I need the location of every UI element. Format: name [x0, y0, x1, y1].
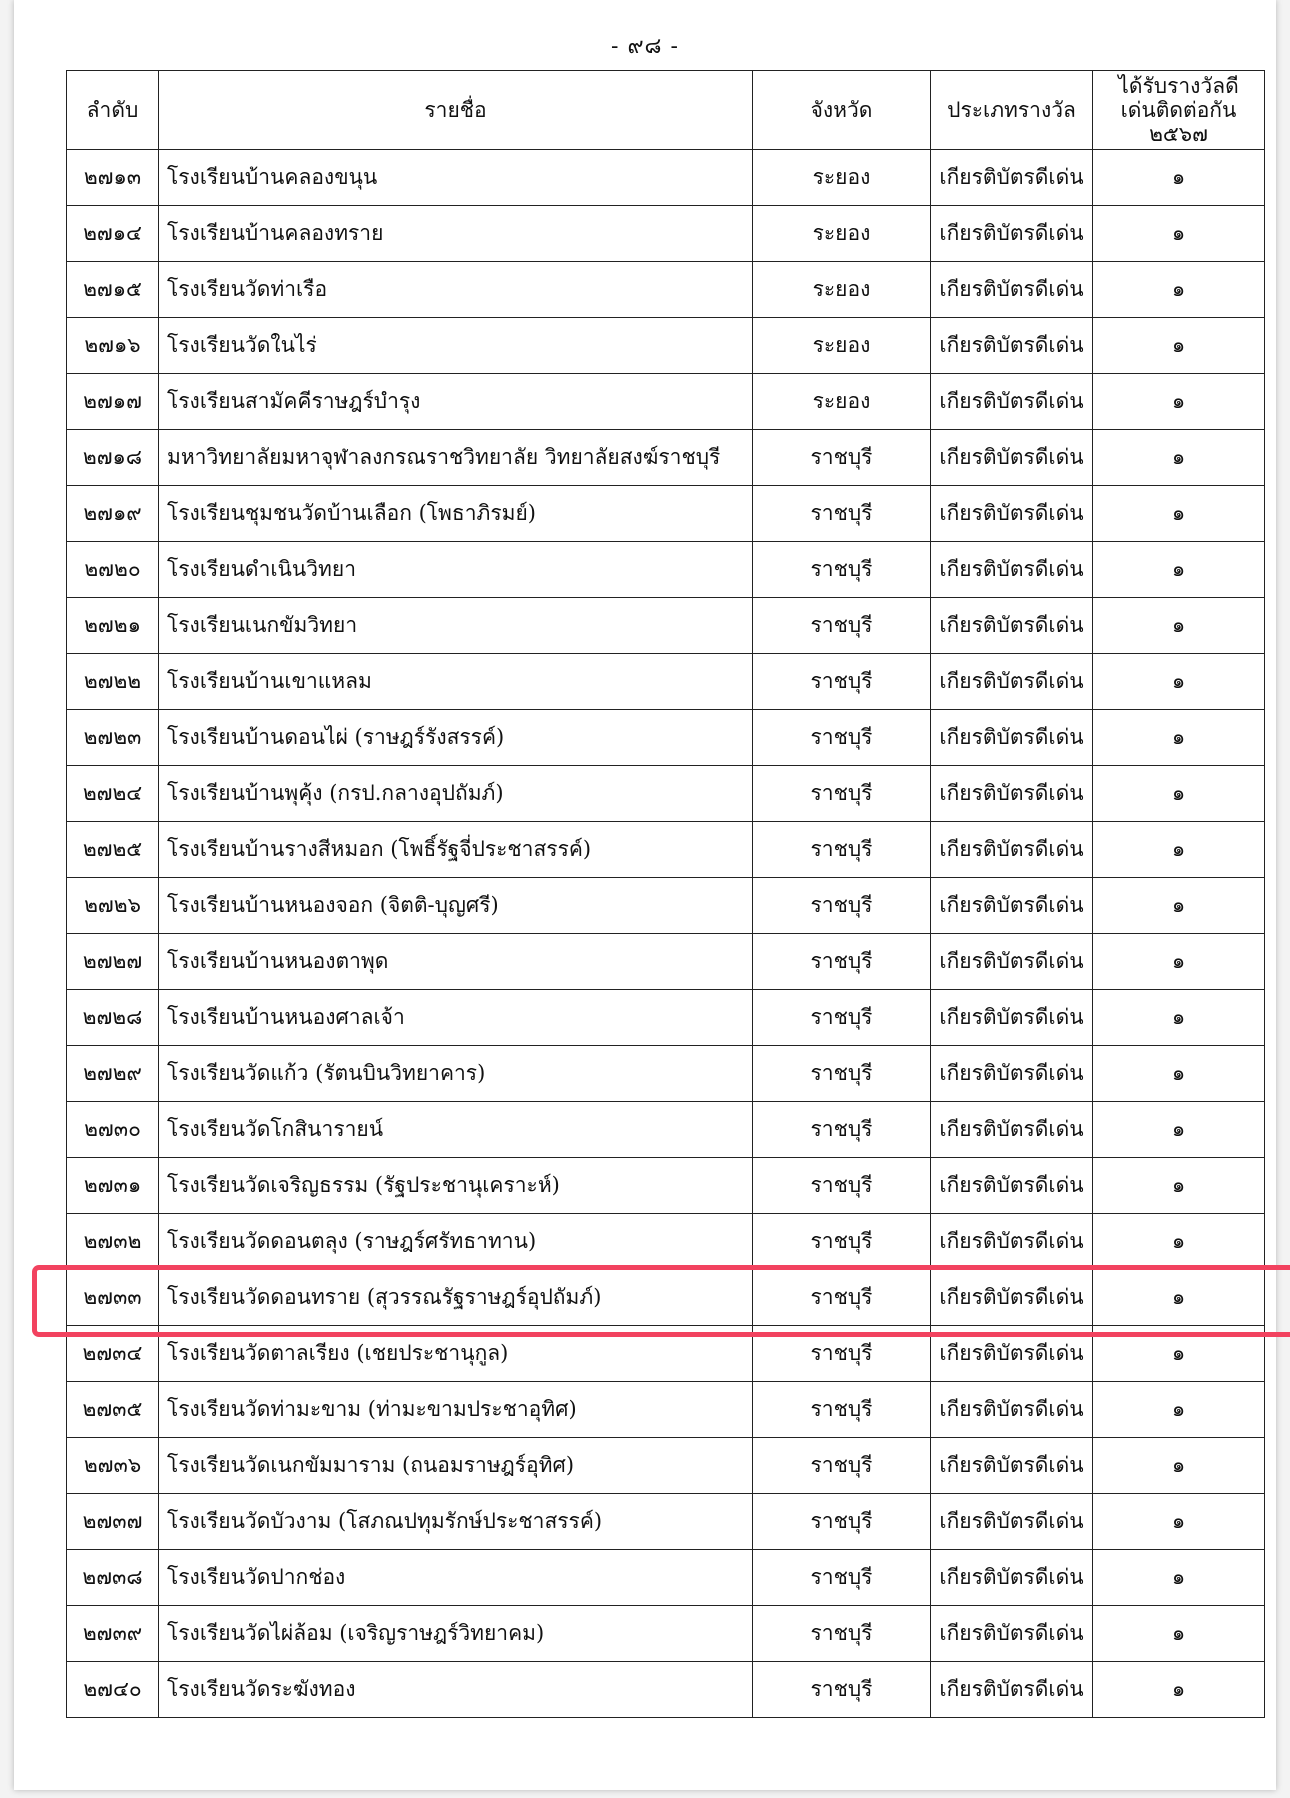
row-province: ระยอง: [753, 318, 931, 374]
row-count: ๑: [1093, 878, 1265, 934]
row-name: โรงเรียนวัดบัวงาม (โสภณปทุมรักษ์ประชาสรรค์): [159, 1494, 753, 1550]
row-province: ระยอง: [753, 150, 931, 206]
row-name: โรงเรียนวัดเจริญธรรม (รัฐประชานุเคราะห์): [159, 1158, 753, 1214]
row-province: ราชบุรี: [753, 878, 931, 934]
row-province: ราชบุรี: [753, 1494, 931, 1550]
row-count: ๑: [1093, 542, 1265, 598]
row-award: เกียรติบัตรดีเด่น: [931, 710, 1093, 766]
row-province: ราชบุรี: [753, 1550, 931, 1606]
table-row: [67, 430, 1265, 486]
row-name: โรงเรียนบ้านรางสีหมอก (โพธิ์รัฐจี่ประชาสรรค์): [159, 822, 753, 878]
row-name: โรงเรียนชุมชนวัดบ้านเลือก (โพธาภิรมย์): [159, 486, 753, 542]
row-award: เกียรติบัตรดีเด่น: [931, 1158, 1093, 1214]
row-index: ๒๗๒๘: [67, 990, 159, 1046]
row-count: ๑: [1093, 1270, 1265, 1326]
row-index: ๒๗๒๖: [67, 878, 159, 934]
row-award: เกียรติบัตรดีเด่น: [931, 1270, 1093, 1326]
table-row: [67, 486, 1265, 542]
row-province: ระยอง: [753, 206, 931, 262]
row-count: ๑: [1093, 1382, 1265, 1438]
row-count: ๑: [1093, 990, 1265, 1046]
row-name: โรงเรียนบ้านพุคุ้ง (กรป.กลางอุปถัมภ์): [159, 766, 753, 822]
row-award: เกียรติบัตรดีเด่น: [931, 374, 1093, 430]
table-row: [67, 262, 1265, 318]
table-row: [67, 1606, 1265, 1662]
row-count: ๑: [1093, 654, 1265, 710]
table-row: [67, 1214, 1265, 1270]
row-province: ราชบุรี: [753, 710, 931, 766]
row-award: เกียรติบัตรดีเด่น: [931, 430, 1093, 486]
row-index: ๒๗๓๕: [67, 1382, 159, 1438]
row-index: ๒๗๒๙: [67, 1046, 159, 1102]
row-index: ๒๗๒๐: [67, 542, 159, 598]
row-award: เกียรติบัตรดีเด่น: [931, 1102, 1093, 1158]
row-province: ราชบุรี: [753, 822, 931, 878]
row-index: ๒๗๒๗: [67, 934, 159, 990]
table-row: [67, 1438, 1265, 1494]
row-province: ราชบุรี: [753, 654, 931, 710]
table-row: [67, 542, 1265, 598]
row-award: เกียรติบัตรดีเด่น: [931, 262, 1093, 318]
table-row: [67, 1326, 1265, 1382]
row-province: ราชบุรี: [753, 430, 931, 486]
table-row: [67, 1550, 1265, 1606]
header-consecutive: ได้รับรางวัลดีเด่นติดต่อกัน ๒๕๖๗: [1093, 71, 1265, 150]
row-name: โรงเรียนดำเนินวิทยา: [159, 542, 753, 598]
row-count: ๑: [1093, 206, 1265, 262]
row-name: โรงเรียนวัดในไร่: [159, 318, 753, 374]
row-count: ๑: [1093, 430, 1265, 486]
row-index: ๒๗๑๗: [67, 374, 159, 430]
row-name: โรงเรียนบ้านคลองทราย: [159, 206, 753, 262]
row-award: เกียรติบัตรดีเด่น: [931, 1326, 1093, 1382]
row-name: โรงเรียนวัดเนกขัมมาราม (ถนอมราษฎร์อุทิศ): [159, 1438, 753, 1494]
row-count: ๑: [1093, 1606, 1265, 1662]
row-award: เกียรติบัตรดีเด่น: [931, 822, 1093, 878]
row-count: ๑: [1093, 150, 1265, 206]
table-row: [67, 822, 1265, 878]
row-province: ราชบุรี: [753, 1046, 931, 1102]
row-name: โรงเรียนบ้านหนองตาพุด: [159, 934, 753, 990]
row-index: ๒๗๓๘: [67, 1550, 159, 1606]
row-award: เกียรติบัตรดีเด่น: [931, 654, 1093, 710]
row-index: ๒๗๓๒: [67, 1214, 159, 1270]
table-row: [67, 1102, 1265, 1158]
row-name: โรงเรียนวัดแก้ว (รัตนบินวิทยาคาร): [159, 1046, 753, 1102]
row-name: โรงเรียนวัดปากช่อง: [159, 1550, 753, 1606]
row-province: ราชบุรี: [753, 1662, 931, 1718]
row-province: ราชบุรี: [753, 542, 931, 598]
row-name: โรงเรียนวัดตาลเรียง (เชยประชานุกูล): [159, 1326, 753, 1382]
row-index: ๒๗๓๖: [67, 1438, 159, 1494]
row-award: เกียรติบัตรดีเด่น: [931, 150, 1093, 206]
row-award: เกียรติบัตรดีเด่น: [931, 1214, 1093, 1270]
row-index: ๒๗๑๕: [67, 262, 159, 318]
row-index: ๒๗๑๘: [67, 430, 159, 486]
row-count: ๑: [1093, 822, 1265, 878]
table-row: [67, 150, 1265, 206]
row-name: โรงเรียนวัดท่ามะขาม (ท่ามะขามประชาอุทิศ): [159, 1382, 753, 1438]
row-name: โรงเรียนบ้านหนองจอก (จิตติ-บุญศรี): [159, 878, 753, 934]
row-name: โรงเรียนบ้านคลองขนุน: [159, 150, 753, 206]
table-row: [67, 1662, 1265, 1718]
row-province: ราชบุรี: [753, 766, 931, 822]
row-count: ๑: [1093, 710, 1265, 766]
row-province: ราชบุรี: [753, 486, 931, 542]
row-province: ราชบุรี: [753, 1270, 931, 1326]
row-province: ระยอง: [753, 262, 931, 318]
row-award: เกียรติบัตรดีเด่น: [931, 1606, 1093, 1662]
row-count: ๑: [1093, 598, 1265, 654]
row-count: ๑: [1093, 262, 1265, 318]
row-index: ๒๗๑๔: [67, 206, 159, 262]
row-province: ราชบุรี: [753, 1326, 931, 1382]
row-name: โรงเรียนบ้านหนองศาลเจ้า: [159, 990, 753, 1046]
row-province: ราชบุรี: [753, 1158, 931, 1214]
row-index: ๒๗๒๓: [67, 710, 159, 766]
row-count: ๑: [1093, 1326, 1265, 1382]
row-award: เกียรติบัตรดีเด่น: [931, 1438, 1093, 1494]
table-body: [67, 150, 1265, 1718]
row-index: ๒๗๓๑: [67, 1158, 159, 1214]
row-province: ราชบุรี: [753, 1102, 931, 1158]
table-row: [67, 318, 1265, 374]
row-name: โรงเรียนวัดไผ่ล้อม (เจริญราษฎร์วิทยาคม): [159, 1606, 753, 1662]
row-count: ๑: [1093, 1102, 1265, 1158]
row-index: ๒๗๒๒: [67, 654, 159, 710]
row-name: โรงเรียนวัดระฆังทอง: [159, 1662, 753, 1718]
row-award: เกียรติบัตรดีเด่น: [931, 1662, 1093, 1718]
row-index: ๒๗๓๙: [67, 1606, 159, 1662]
row-award: เกียรติบัตรดีเด่น: [931, 206, 1093, 262]
row-count: ๑: [1093, 318, 1265, 374]
header-award-type: ประเภทรางวัล: [931, 71, 1093, 150]
row-index: ๒๗๑๖: [67, 318, 159, 374]
row-province: ระยอง: [753, 374, 931, 430]
row-province: ราชบุรี: [753, 1438, 931, 1494]
row-index: ๒๗๓๗: [67, 1494, 159, 1550]
table-row: [67, 1158, 1265, 1214]
table-row: [67, 990, 1265, 1046]
row-count: ๑: [1093, 1046, 1265, 1102]
row-province: ราชบุรี: [753, 598, 931, 654]
table-header-row: [67, 71, 1265, 150]
row-name: โรงเรียนบ้านดอนไผ่ (ราษฎร์รังสรรค์): [159, 710, 753, 766]
header-name: รายชื่อ: [159, 71, 753, 150]
row-province: ราชบุรี: [753, 1214, 931, 1270]
row-count: ๑: [1093, 1662, 1265, 1718]
row-index: ๒๗๒๔: [67, 766, 159, 822]
row-count: ๑: [1093, 1550, 1265, 1606]
table-row: [67, 206, 1265, 262]
document-page: [14, 0, 1276, 1790]
row-award: เกียรติบัตรดีเด่น: [931, 318, 1093, 374]
row-index: ๒๗๑๙: [67, 486, 159, 542]
row-count: ๑: [1093, 766, 1265, 822]
row-province: ราชบุรี: [753, 1382, 931, 1438]
row-name: โรงเรียนวัดดอนตลุง (ราษฎร์ศรัทธาทาน): [159, 1214, 753, 1270]
row-province: ราชบุรี: [753, 934, 931, 990]
row-count: ๑: [1093, 374, 1265, 430]
row-index: ๒๗๔๐: [67, 1662, 159, 1718]
table-row: [67, 374, 1265, 430]
row-name: โรงเรียนวัดโกสินารายน์: [159, 1102, 753, 1158]
row-index: ๒๗๓๐: [67, 1102, 159, 1158]
row-name: โรงเรียนสามัคคีราษฎร์บำรุง: [159, 374, 753, 430]
table-row: [67, 1270, 1265, 1326]
row-name: โรงเรียนบ้านเขาแหลม: [159, 654, 753, 710]
table-row: [67, 598, 1265, 654]
row-name: โรงเรียนเนกขัมวิทยา: [159, 598, 753, 654]
row-award: เกียรติบัตรดีเด่น: [931, 878, 1093, 934]
row-province: ราชบุรี: [753, 990, 931, 1046]
row-name: โรงเรียนวัดดอนทราย (สุวรรณรัฐราษฎร์อุปถัมภ์): [159, 1270, 753, 1326]
row-award: เกียรติบัตรดีเด่น: [931, 598, 1093, 654]
header-index: ลำดับ: [67, 71, 159, 150]
row-award: เกียรติบัตรดีเด่น: [931, 542, 1093, 598]
table-row: [67, 1046, 1265, 1102]
row-index: ๒๗๒๕: [67, 822, 159, 878]
row-name: มหาวิทยาลัยมหาจุฬาลงกรณราชวิทยาลัย วิทยาลัยสงฆ์ราชบุรี: [159, 430, 753, 486]
table-row: [67, 654, 1265, 710]
row-index: ๒๗๓๓: [67, 1270, 159, 1326]
row-index: ๒๗๓๔: [67, 1326, 159, 1382]
row-count: ๑: [1093, 1214, 1265, 1270]
row-count: ๑: [1093, 1494, 1265, 1550]
row-award: เกียรติบัตรดีเด่น: [931, 486, 1093, 542]
page-number: - ๙๘ -: [611, 34, 679, 59]
row-name: โรงเรียนวัดท่าเรือ: [159, 262, 753, 318]
table-row: [67, 1494, 1265, 1550]
row-count: ๑: [1093, 934, 1265, 990]
row-count: ๑: [1093, 1158, 1265, 1214]
row-count: ๑: [1093, 1438, 1265, 1494]
row-count: ๑: [1093, 486, 1265, 542]
table-row: [67, 710, 1265, 766]
row-index: ๒๗๒๑: [67, 598, 159, 654]
header-province: จังหวัด: [753, 71, 931, 150]
row-award: เกียรติบัตรดีเด่น: [931, 1046, 1093, 1102]
table-row: [67, 878, 1265, 934]
row-award: เกียรติบัตรดีเด่น: [931, 1494, 1093, 1550]
row-award: เกียรติบัตรดีเด่น: [931, 934, 1093, 990]
row-province: ราชบุรี: [753, 1606, 931, 1662]
table-row: [67, 766, 1265, 822]
table-row: [67, 934, 1265, 990]
award-table: [66, 70, 1265, 1718]
row-award: เกียรติบัตรดีเด่น: [931, 990, 1093, 1046]
table-row: [67, 1382, 1265, 1438]
row-award: เกียรติบัตรดีเด่น: [931, 1382, 1093, 1438]
row-index: ๒๗๑๓: [67, 150, 159, 206]
row-award: เกียรติบัตรดีเด่น: [931, 1550, 1093, 1606]
row-award: เกียรติบัตรดีเด่น: [931, 766, 1093, 822]
